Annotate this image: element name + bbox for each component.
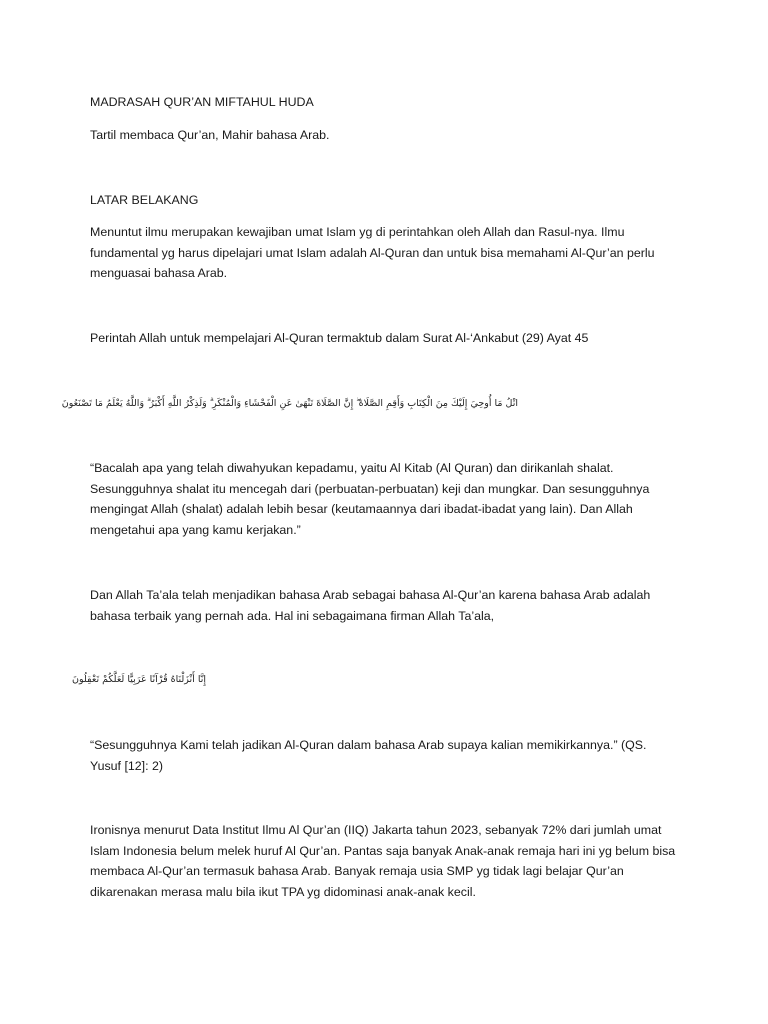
document-tagline: Tartil membaca Qur’an, Mahir bahasa Arab. xyxy=(90,128,330,142)
translation-ankabut: “Bacalah apa yang telah diwahyukan kepadamu, yaitu Al Kitab (Al Quran) dan dirikanlah shalat. Sesungguhnya shalat itu mencegah dari (perbuatan-perbuatan) keji dan mungkar. Dan sesungguhnya mengingat Allah (shalat) adalah lebih besar (keutamaannya dari ibadat-ibadat yang lain). Dan Allah mengetahui apa yang kamu kerjakan.” xyxy=(90,461,650,537)
section-heading: LATAR BELAKANG xyxy=(90,193,199,207)
translation-yusuf: “Sesungguhnya Kami telah jadikan Al-Quran dalam bahasa Arab supaya kalian memikirkannya.” (QS. Yusuf [12]: 2) xyxy=(90,738,647,773)
arabic-verse-yusuf: إِنَّا أَنْزَلْنَاهُ قُرْآنًا عَرَبِيًّا لَعَلَّكُمْ تَعْقِلُونَ xyxy=(72,674,206,685)
document-title: MADRASAH QUR’AN MIFTAHUL HUDA xyxy=(90,95,314,109)
paragraph-irony: Ironisnya menurut Data Institut Ilmu Al Qur’an (IIQ) Jakarta tahun 2023, sebanyak 72% dari jumlah umat Islam Indonesia belum melek huruf Al Qur’an. Pantas saja banyak Anak-anak remaja hari ini yg belum bisa membaca Al-Qur’an termasuk bahasa Arab. Banyak remaja usia SMP yg tidak lagi belajar Qur’an dikarenakan merasa malu bila ikut TPA yg didominasi anak-anak kecil. xyxy=(90,823,676,899)
paragraph-command: Perintah Allah untuk mempelajari Al-Quran termaktub dalam Surat Al-‘Ankabut (29) Ayat 45 xyxy=(90,331,589,345)
paragraph-intro: Menuntut ilmu merupakan kewajiban umat Islam yg di perintahkan oleh Allah dan Rasul-nya. Ilmu fundamental yg harus dipelajari umat Islam adalah Al-Quran dan untuk bisa memahami Al-Qur’an perlu menguasai bahasa Arab. xyxy=(90,225,655,280)
paragraph-arabic-language: Dan Allah Ta’ala telah menjadikan bahasa Arab sebagai bahasa Al-Qur’an karena bahasa Arab adalah bahasa terbaik yang pernah ada. Hal ini sebagaimana firman Allah Ta’ala, xyxy=(90,588,651,623)
arabic-verse-ankabut: اتْلُ مَا أُوحِيَ إِلَيْكَ مِنَ الْكِتَابِ وَأَقِمِ الصَّلَاةَ ۖ إِنَّ الصَّلَاةَ تَنْهَىٰ عَنِ الْفَحْشَاءِ وَالْمُنْكَرِ ۗ وَلَذِكْرُ اللَّهِ أَكْبَرُ ۗ وَاللَّهُ يَعْلَمُ مَا تَصْنَعُونَ xyxy=(61,398,518,409)
